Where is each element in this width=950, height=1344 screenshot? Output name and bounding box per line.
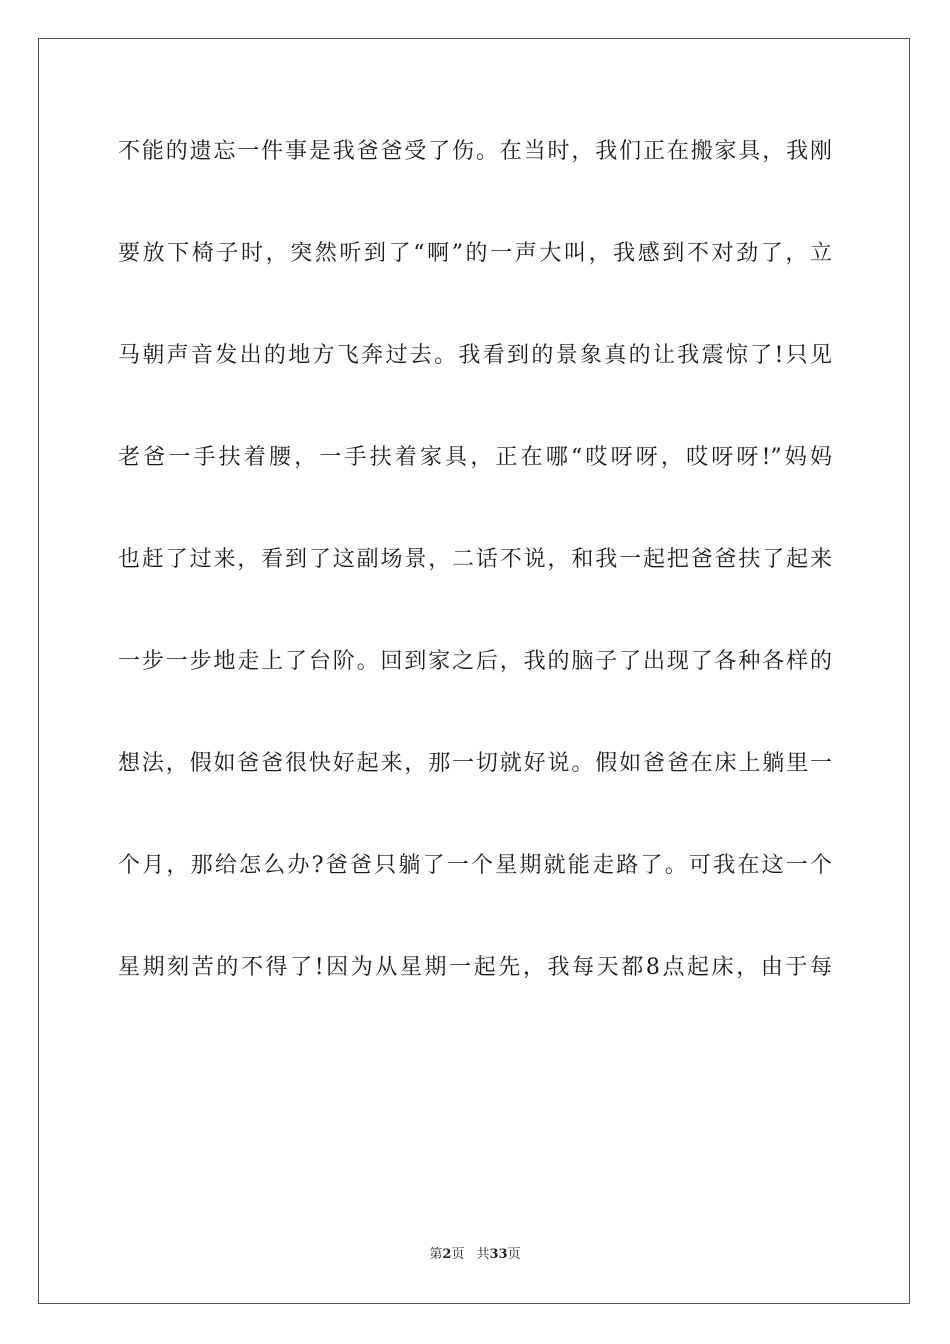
text-line: 一步一步地走上了台阶。回到家之后，我的脑子了出现了各种各样的 (118, 649, 832, 674)
page-suffix: 页 (451, 1247, 465, 1262)
total-pages: 33 (489, 1247, 508, 1262)
text-line: 老爸一手扶着腰，一手扶着家具，正在哪“哎呀呀，哎呀呀!”妈妈 (118, 445, 832, 470)
text-line: 不能的遗忘一件事是我爸爸受了伤。在当时，我们正在搬家具，我刚 (118, 139, 832, 164)
page-number-label (429, 1247, 464, 1262)
page-prefix: 第 (429, 1247, 443, 1262)
page-number: 2 (442, 1247, 452, 1262)
page-footer (0, 1246, 950, 1264)
text-line: 马朝声音发出的地方飞奔过去。我看到的景象真的让我震惊了!只见 (118, 343, 832, 368)
text-line: 要放下椅子时，突然听到了“啊”的一声大叫，我感到不对劲了，立 (118, 241, 832, 266)
body-text (118, 126, 832, 1044)
text-line: 也赶了过来，看到了这副场景，二话不说，和我一起把爸爸扶了起来 (118, 547, 832, 572)
total-suffix: 页 (507, 1247, 521, 1262)
text-line: 星期刻苦的不得了!因为从星期一起先，我每天都8点起床，由于每 (118, 955, 832, 980)
text-line: 个月，那给怎么办?爸爸只躺了一个星期就能走路了。可我在这一个 (118, 853, 832, 878)
total-prefix: 共 (476, 1247, 490, 1262)
text-line: 想法，假如爸爸很快好起来，那一切就好说。假如爸爸在床上躺里一 (118, 751, 832, 776)
total-pages-label (476, 1247, 520, 1262)
